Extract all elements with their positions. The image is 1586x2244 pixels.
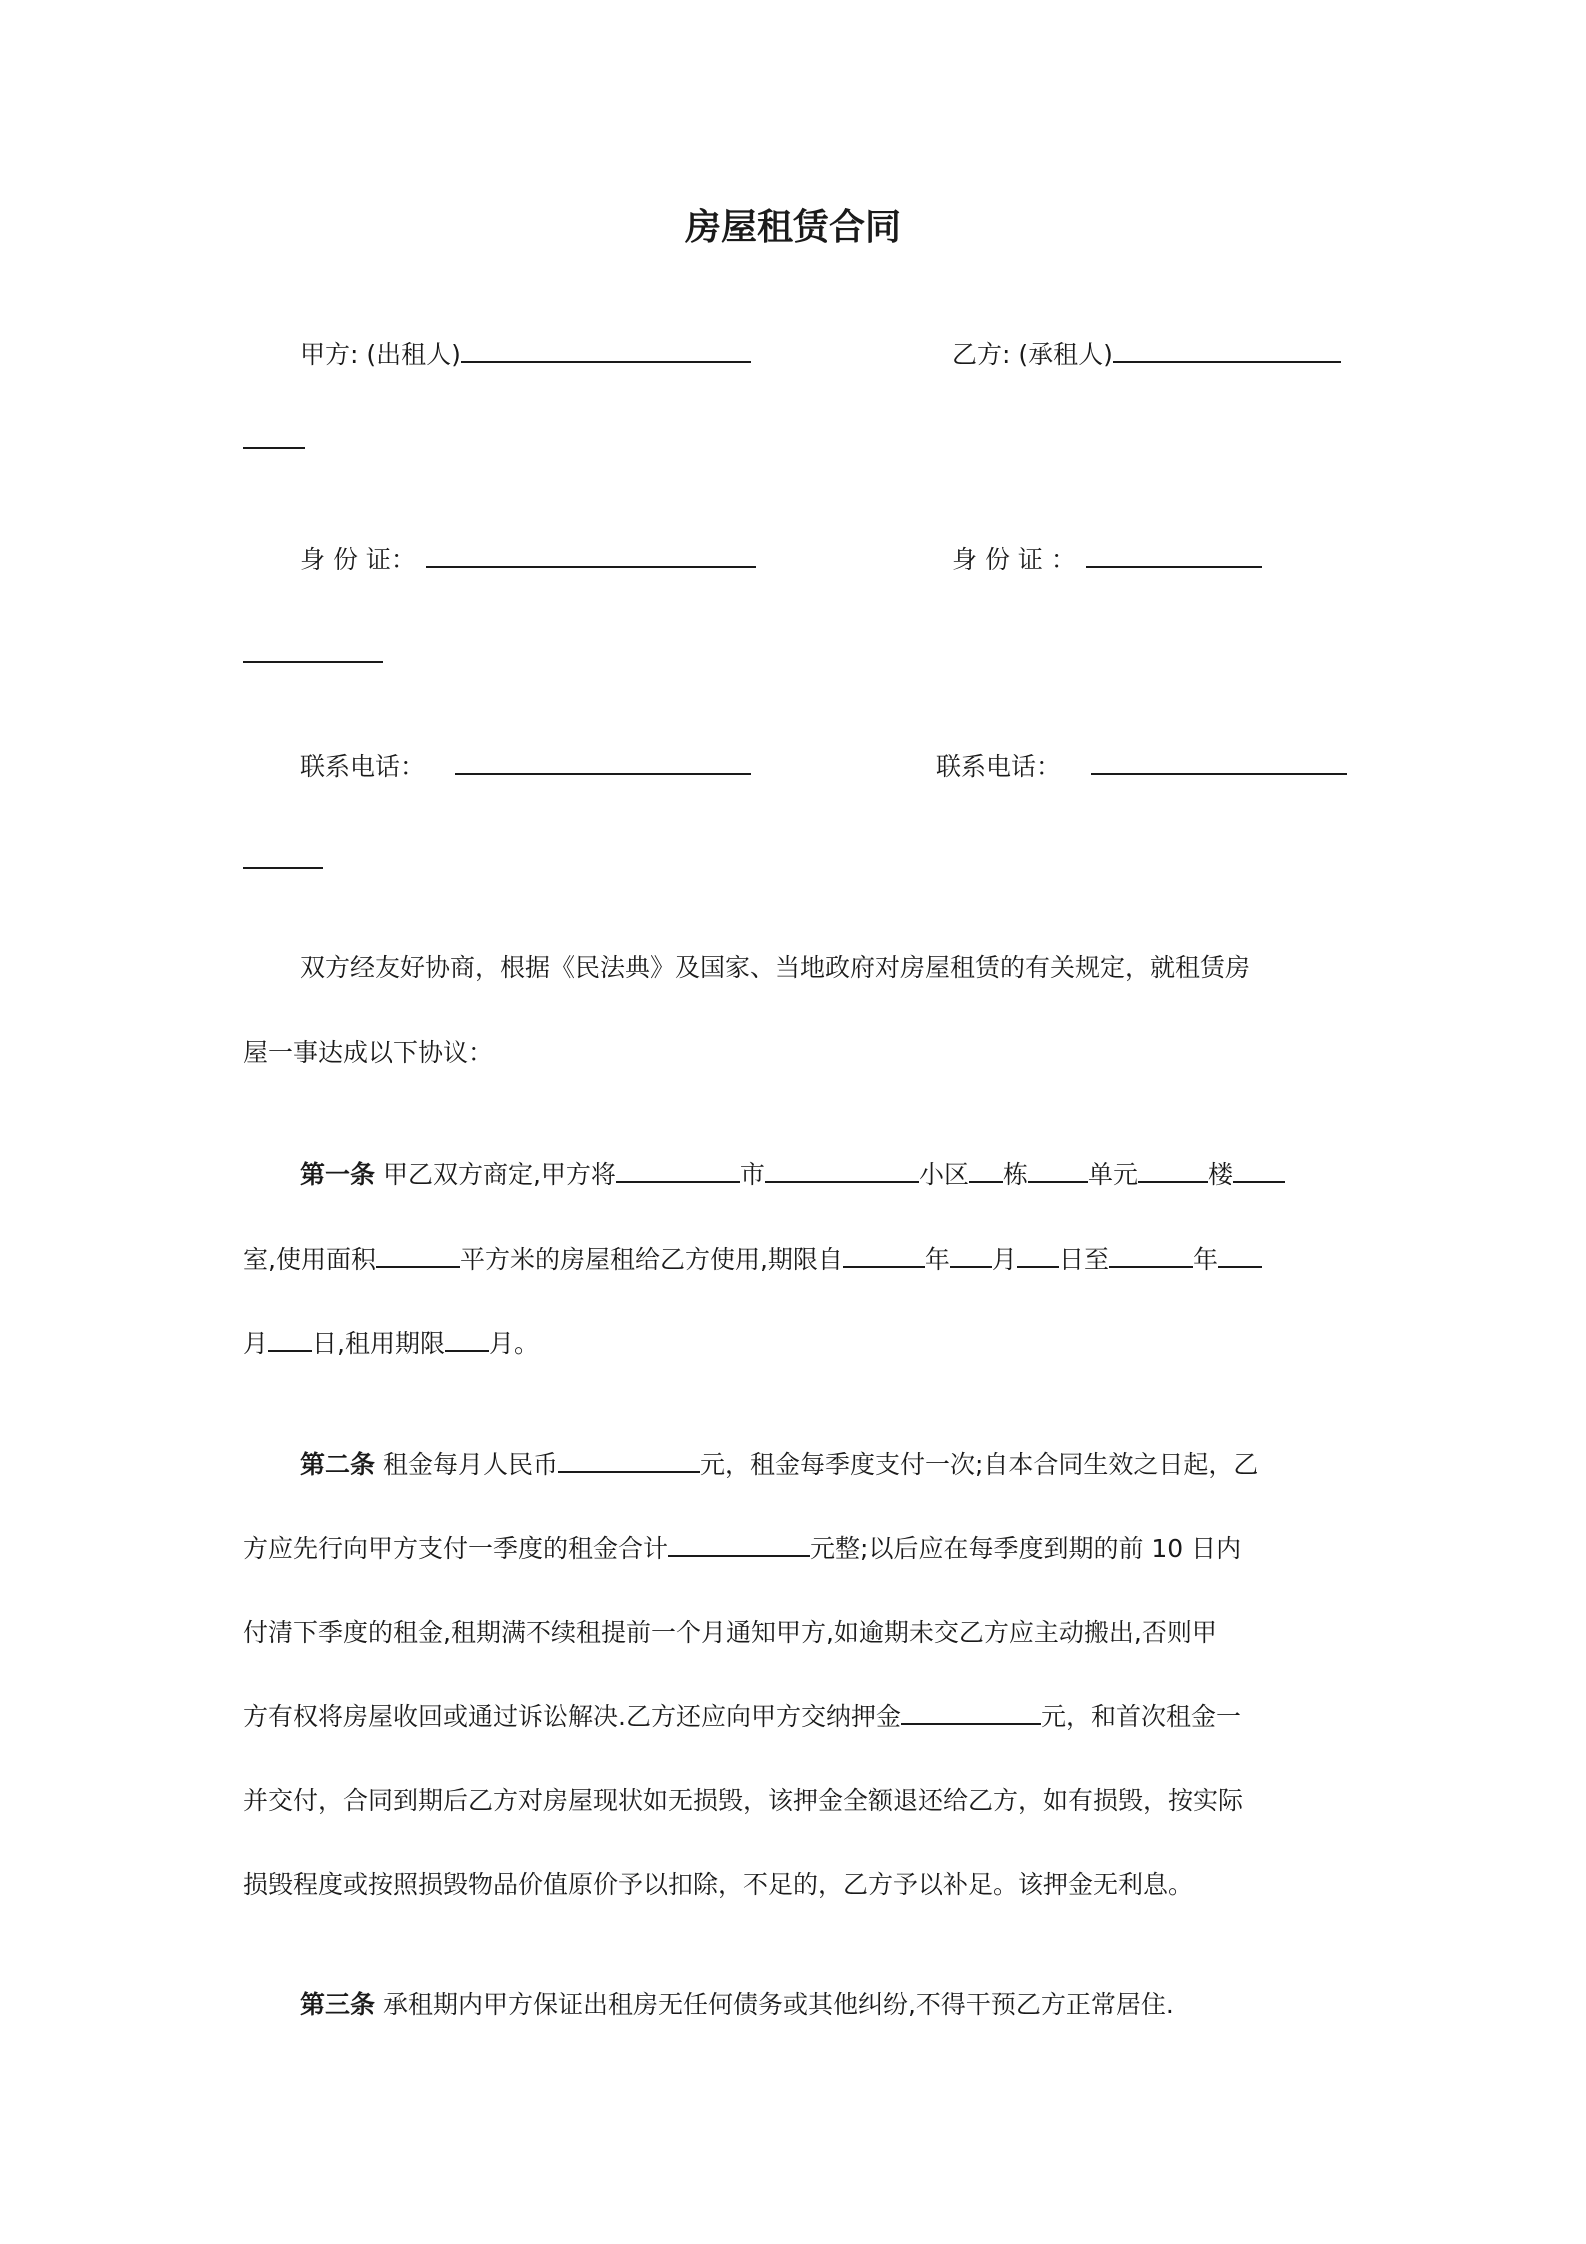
article-2-line-3: 付清下季度的租金,租期满不续租提前一个月通知甲方,如逾期未交乙方应主动搬出,否则甲 <box>243 1618 1217 1647</box>
id-a-label: 身 份 证： <box>300 545 416 574</box>
phone-b-blank-continued <box>243 844 323 878</box>
party-a-label: 甲方: (出租人) <box>300 340 461 369</box>
id-b-blank-continued <box>243 638 383 672</box>
contract-title: 房屋租赁合同 <box>684 207 901 248</box>
phone-b-line <box>936 750 1347 784</box>
article-2-label: 第二条 <box>300 1450 376 1479</box>
party-a-blank <box>461 339 751 363</box>
id-a-blank <box>426 544 756 568</box>
id-b-blank <box>1086 544 1262 568</box>
party-b-line <box>952 338 1341 372</box>
article-2-line-1: 第二条 租金每月人民币 元，租金每季度支付一次;自本合同生效之日起，乙 <box>300 1450 1259 1479</box>
article-3-label: 第三条 <box>300 1990 376 2019</box>
party-b-blank <box>1113 339 1341 363</box>
party-b-blank-continued <box>243 424 305 458</box>
intro-line-2: 屋一事达成以下协议： <box>243 1038 494 1067</box>
article-1-line-3: 月 日,租用期限 月。 <box>243 1329 539 1358</box>
party-b-label: 乙方: (承租人) <box>952 340 1113 369</box>
article-2-line-4: 方有权将房屋收回或通过诉讼解决.乙方还应向甲方交纳押金 元，和首次租金一 <box>243 1702 1241 1731</box>
phone-b-label: 联系电话： <box>936 752 1062 781</box>
article-3-line-1: 第三条 承租期内甲方保证出租房无任何债务或其他纠纷,不得干预乙方正常居住. <box>300 1990 1174 2019</box>
article-2-line-2: 方应先行向甲方支付一季度的租金合计 元整;以后应在每季度到期的前 10 日内 <box>243 1534 1242 1563</box>
id-a-line <box>300 543 756 577</box>
phone-a-blank <box>455 751 751 775</box>
phone-b-blank <box>1091 751 1347 775</box>
article-2-line-5: 并交付，合同到期后乙方对房屋现状如无损毁，该押金全额退还给乙方，如有损毁，按实际 <box>243 1786 1244 1815</box>
article-2-line-6: 损毁程度或按照损毁物品价值原价予以扣除，不足的，乙方予以补足。该押金无利息。 <box>243 1870 1194 1899</box>
party-a-line <box>300 338 751 372</box>
article-1-label: 第一条 <box>300 1160 376 1189</box>
id-b-line <box>952 543 1262 577</box>
phone-a-label: 联系电话： <box>300 752 426 781</box>
phone-a-line <box>300 750 751 784</box>
id-b-label: 身 份 证 ： <box>952 545 1076 574</box>
article-1-line-1: 第一条 甲乙双方商定,甲方将 市 小区 栋 单元 楼 <box>300 1158 1285 1192</box>
article-1-line-2: 室,使用面积 平方米的房屋租给乙方使用,期限自 年 月 日至 年 <box>243 1243 1262 1277</box>
intro-line-1: 双方经友好协商，根据《民法典》及国家、当地政府对房屋租赁的有关规定，就租赁房 <box>300 953 1251 982</box>
